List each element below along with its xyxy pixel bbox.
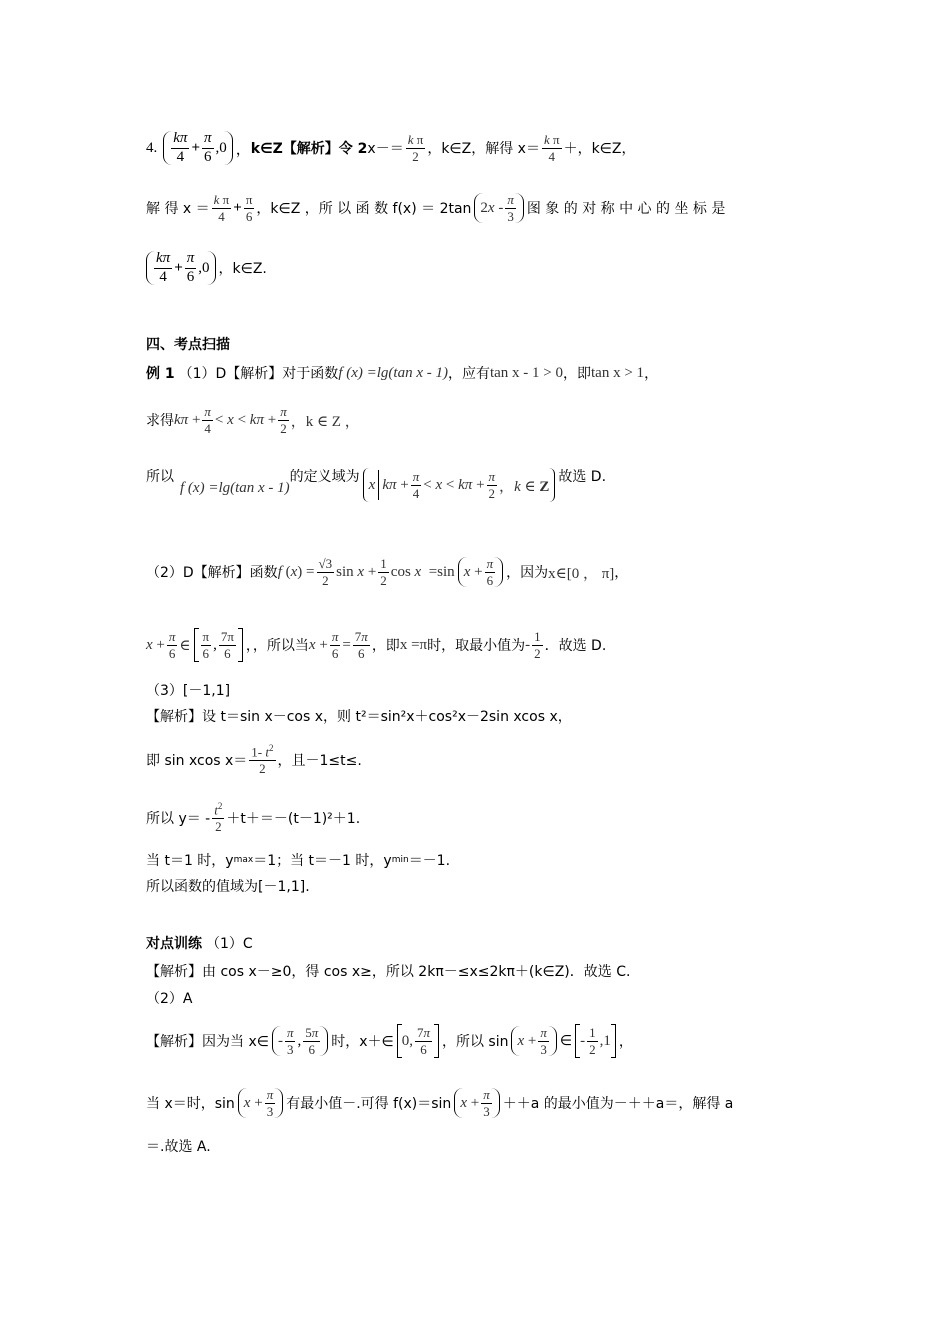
fraction: $\frac{\text{k π}}{4}$ — [543, 131, 560, 164]
section-heading: 四、考点扫描 — [146, 337, 230, 353]
paren-group: $\frac{k\pi}{4}$ + $\frac{\pi}{6}$ ,0 — [163, 131, 233, 166]
ex1-line2: 求得 kπ + $\frac{\pi}{4}$ < x < kπ + $\frac{\pi}{2}$ ，k ∈ Z ， — [146, 403, 360, 436]
sec4-line1: 4. $\frac{k\pi}{4}$ + $\frac{\pi}{6}$ ,0 ， k∈Z【解析】令 2 x－＝ $\frac{\text{k π}}{2}$ ，k∈Z，解得 x＝ $\frac{\text{k π}}{4}$ ＋，k∈Z， — [146, 129, 636, 165]
ex1-part3-line5: 所以函数的值域为[－1,1]. — [146, 879, 310, 895]
ex1-part3-line1: 【解析】设 t＝sin x－cos x，则 t²＝sin²x＋cos²x－2sin xcos x， — [146, 709, 572, 725]
train-line1: 对点训练 （1）C — [146, 933, 253, 953]
example-label: 例 1 — [146, 366, 175, 382]
paren-group: 2x - $\frac{\pi}{3}$ — [474, 193, 523, 223]
ex1-part2-line2: x + $\frac{\pi}{6}$ ∈ $\frac{\pi}{6}$ , $\frac{7\pi}{6}$ ，，所以当 x + $\frac{\pi}{6}$ = $\frac{7\pi}{6}$ ，即 x =π 时，取最小值为 - $\frac{1}{2}$ ．故选 D. — [146, 628, 607, 661]
train-line2: 【解析】由 cos x－≥0，得 cos x≥，所以 2kπ－≤x≤2kπ＋(k∈Z)．故选 C. — [146, 964, 631, 980]
ex1-line1: 例 1 （1）D【解析】对于函数 f (x) =lg(tan x - 1) ，应有 tan x - 1 > 0 ，即 tan x > 1 ， — [146, 364, 659, 382]
fraction: $\frac{\pi}{6}$ — [245, 191, 253, 224]
ex1-part3-line3: 所以 y＝ - $\frac{t^2}{2}$ ＋t＋＝－(t－1)²＋1. — [146, 801, 361, 835]
text-segment: k∈Z【解析】令 2 — [250, 141, 368, 157]
function-expr: f (x) =lg(tan x - 1) — [338, 364, 448, 381]
sec4-line3: $\frac{k\pi}{4}$ + $\frac{\pi}{6}$ ,0 ，k∈Z. — [146, 244, 267, 292]
ex1-line3: 所以 f (x) =lg(tan x - 1) 的定义域为 x kπ + $\frac{\pi}{4}$ < x < kπ + $\frac{\pi}{2}$ ，k ∈ Z 故选 D. — [146, 469, 607, 501]
train-label: 对点训练 — [146, 936, 202, 952]
set-braces: x kπ + $\frac{\pi}{4}$ < x < kπ + $\frac{\pi}{2}$ ，k ∈ Z — [363, 468, 556, 502]
train-line3: （2）A — [146, 991, 193, 1007]
train-line5: 当 x＝时，sin x + $\frac{\pi}{3}$ 有最小值－.可得 f(x)＝sin x + $\frac{\pi}{3}$ ＋＋a 的最小值为－＋＋a＝，解得 a — [146, 1086, 734, 1119]
item-number: 4. — [146, 139, 158, 156]
fraction: $\frac{\text{k π}}{4}$ — [213, 191, 230, 224]
train-line6: ＝.故选 A. — [146, 1139, 211, 1155]
train-line4: 【解析】因为当 x∈ - $\frac{\pi}{3}$ , $\frac{5\pi}{6}$ 时，x＋∈ 0, $\frac{7\pi}{6}$ ，所以 sin x + $\frac{\pi}{3}$ ∈ - $\frac{1}{2}$ ,1 ， — [146, 1024, 633, 1057]
paren-group: $\frac{k\pi}{4}$ + $\frac{\pi}{6}$ ,0 — [146, 251, 216, 286]
sec4-line2: 解 得 x ＝ $\frac{\text{k π}}{4}$ + $\frac{\pi}{6}$ ，k∈Z ，所 以 函 数 f(x) ＝ 2tan 2x - $\frac{\pi}{3}$ 图 象 的 对 称 中 心 的 坐 标 是 — [146, 191, 726, 224]
ex1-part3-line2: 即 sin xcos x＝ $\frac{1- t^2}{2}$ ，且－1≤t≤. — [146, 743, 362, 777]
fraction: $\frac{\text{k π}}{2}$ — [407, 131, 424, 164]
ex1-part3-answer: （3）[－1,1] — [146, 683, 231, 699]
ex1-part3-line4: 当 t＝1 时，y max ＝1；当 t＝－1 时，y min ＝－1. — [146, 853, 451, 869]
ex1-part2-line1: （2）D【解析】函数 f (x) = $\frac{√3}{2}$ sin x + $\frac{1}{2}$ cos x =sin x + $\frac{\pi}{6}$ ，因为 x∈[0 ， π] ， — [146, 555, 629, 588]
